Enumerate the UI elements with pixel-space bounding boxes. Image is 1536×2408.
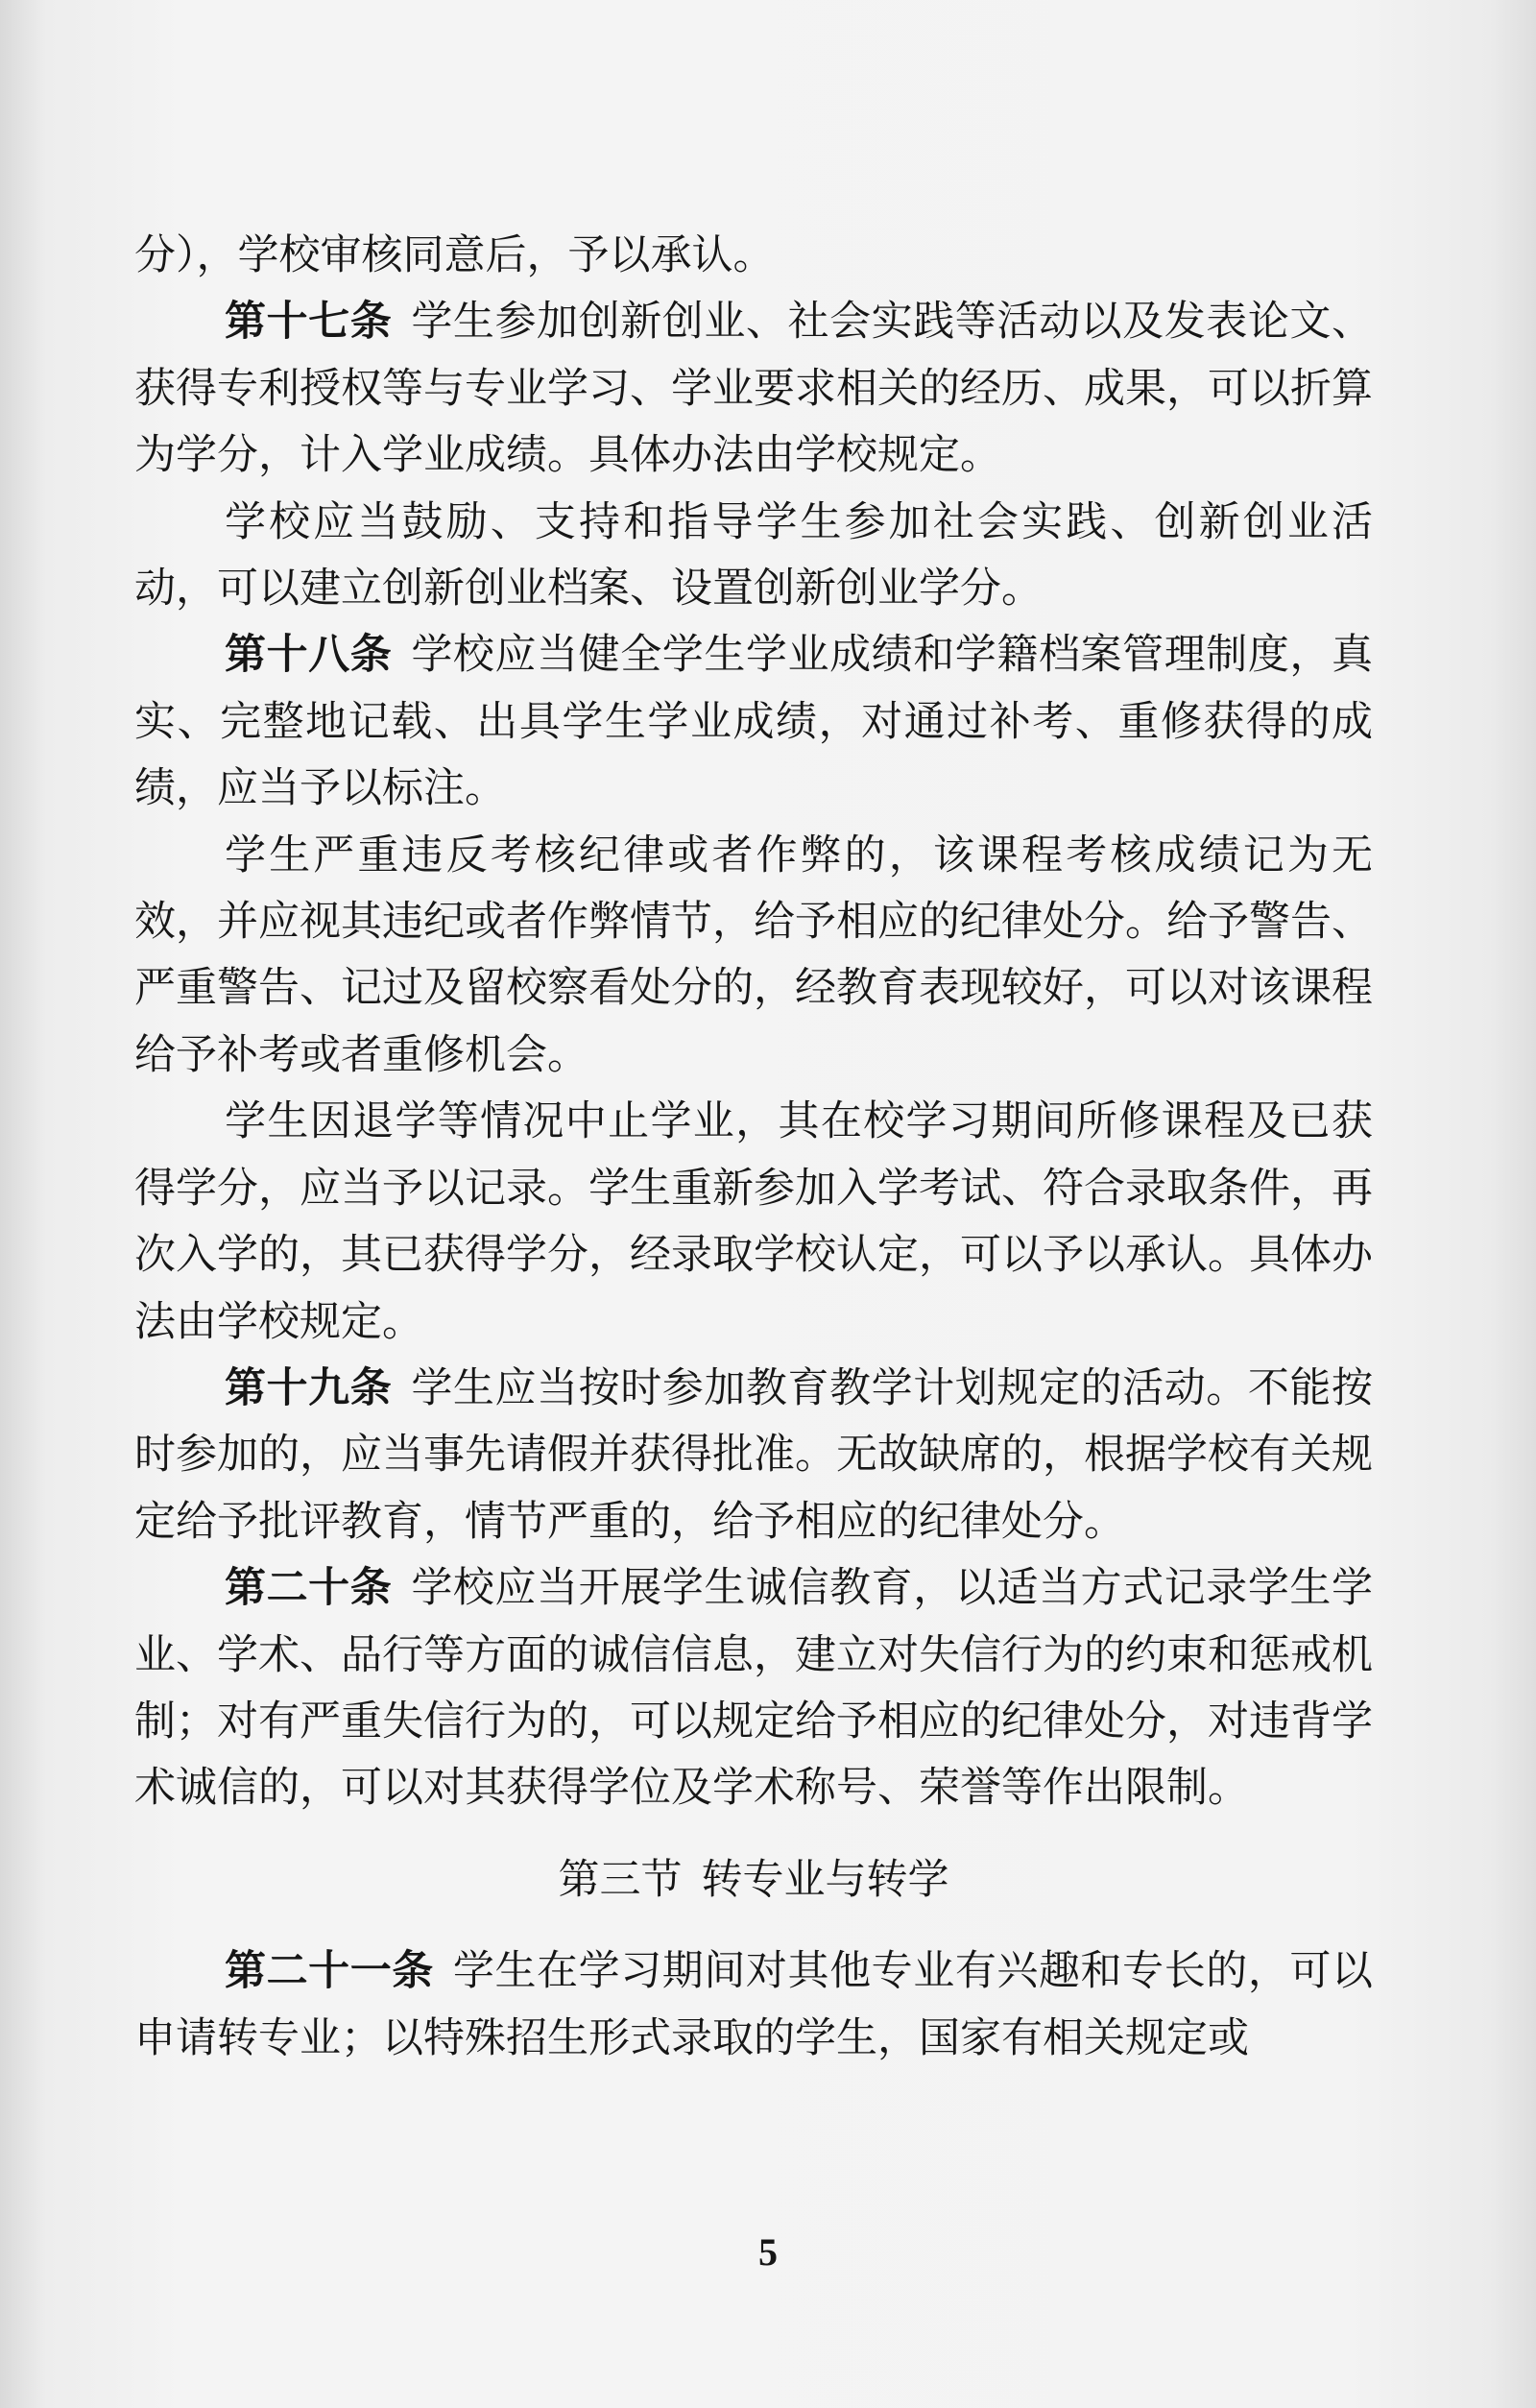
article-label: 第二十条 — [225, 1564, 393, 1613]
paragraph-text: 学校应当鼓励、支持和指导学生参加社会实践、创新创业活动，可以建立创新创业档案、设置创新创业学分。 — [134, 497, 1373, 614]
paragraph-text: 分），学校审核同意后，予以承认。 — [134, 231, 775, 279]
page-number: 5 — [758, 2230, 778, 2274]
article-19 — [134, 1356, 1373, 1555]
section-title: 转专业与转学 — [701, 1855, 949, 1904]
paragraph-text: 学生在学习期间对其他专业有兴趣和专长的，可以申请转专业；以特殊招生形式录取的学生，国家有相关规定或 — [134, 1947, 1374, 2062]
section-heading — [134, 1847, 1373, 1914]
article-17 — [134, 289, 1373, 489]
article-label: 第十八条 — [225, 631, 393, 680]
paragraph-text: 学校应当开展学生诚信教育，以适当方式记录学生学业、学术、品行等方面的诚信信息，建立对失信行为的约束和惩戒机制；对有严重失信行为的，可以规定给予相应的纪律处分，对违背学术诚信的，可以对其获得学位及学术称号、荣誉等作出限制。 — [134, 1564, 1374, 1813]
paragraph — [134, 1089, 1373, 1356]
article-21 — [134, 1938, 1373, 2072]
paragraph — [134, 823, 1373, 1090]
article-18 — [134, 622, 1373, 822]
paragraph — [134, 223, 1373, 289]
paragraph-text: 学校应当健全学生学业成绩和学籍档案管理制度，真实、完整地记载、出具学生学业成绩，对通过补考、重修获得的成绩，应当予以标注。 — [134, 631, 1374, 813]
article-label: 第十九条 — [225, 1363, 393, 1412]
article-20 — [134, 1555, 1373, 1822]
paragraph-text: 学生因退学等情况中止学业，其在校学习期间所修课程及已获得学分，应当予以记录。学生重新参加入学考试、符合录取条件，再次入学的，其已获得学分，经录取学校认定，可以予以承认。具体办法由学校规定。 — [134, 1097, 1373, 1346]
body-text — [134, 223, 1373, 2072]
paragraph — [134, 490, 1373, 623]
paragraph-text: 学生严重违反考核纪律或者作弊的，该课程考核成绩记为无效，并应视其违纪或者作弊情节，给予相应的纪律处分。给予警告、严重警告、记过及留校察看处分的，经教育表现较好，可以对该课程给予补考或者重修机会。 — [134, 831, 1373, 1079]
article-label: 第十七条 — [225, 298, 393, 347]
article-label: 第二十一条 — [225, 1947, 434, 1996]
paragraph-text: 学生参加创新创业、社会实践等活动以及发表论文、获得专利授权等与专业学习、学业要求相关的经历、成果，可以折算为学分，计入学业成绩。具体办法由学校规定。 — [134, 298, 1374, 480]
paragraph-text: 学生应当按时参加教育教学计划规定的活动。不能按时参加的，应当事先请假并获得批准。无故缺席的，根据学校有关规定给予批评教育，情节严重的，给予相应的纪律处分。 — [134, 1363, 1374, 1546]
section-number: 第三节 — [558, 1855, 683, 1904]
